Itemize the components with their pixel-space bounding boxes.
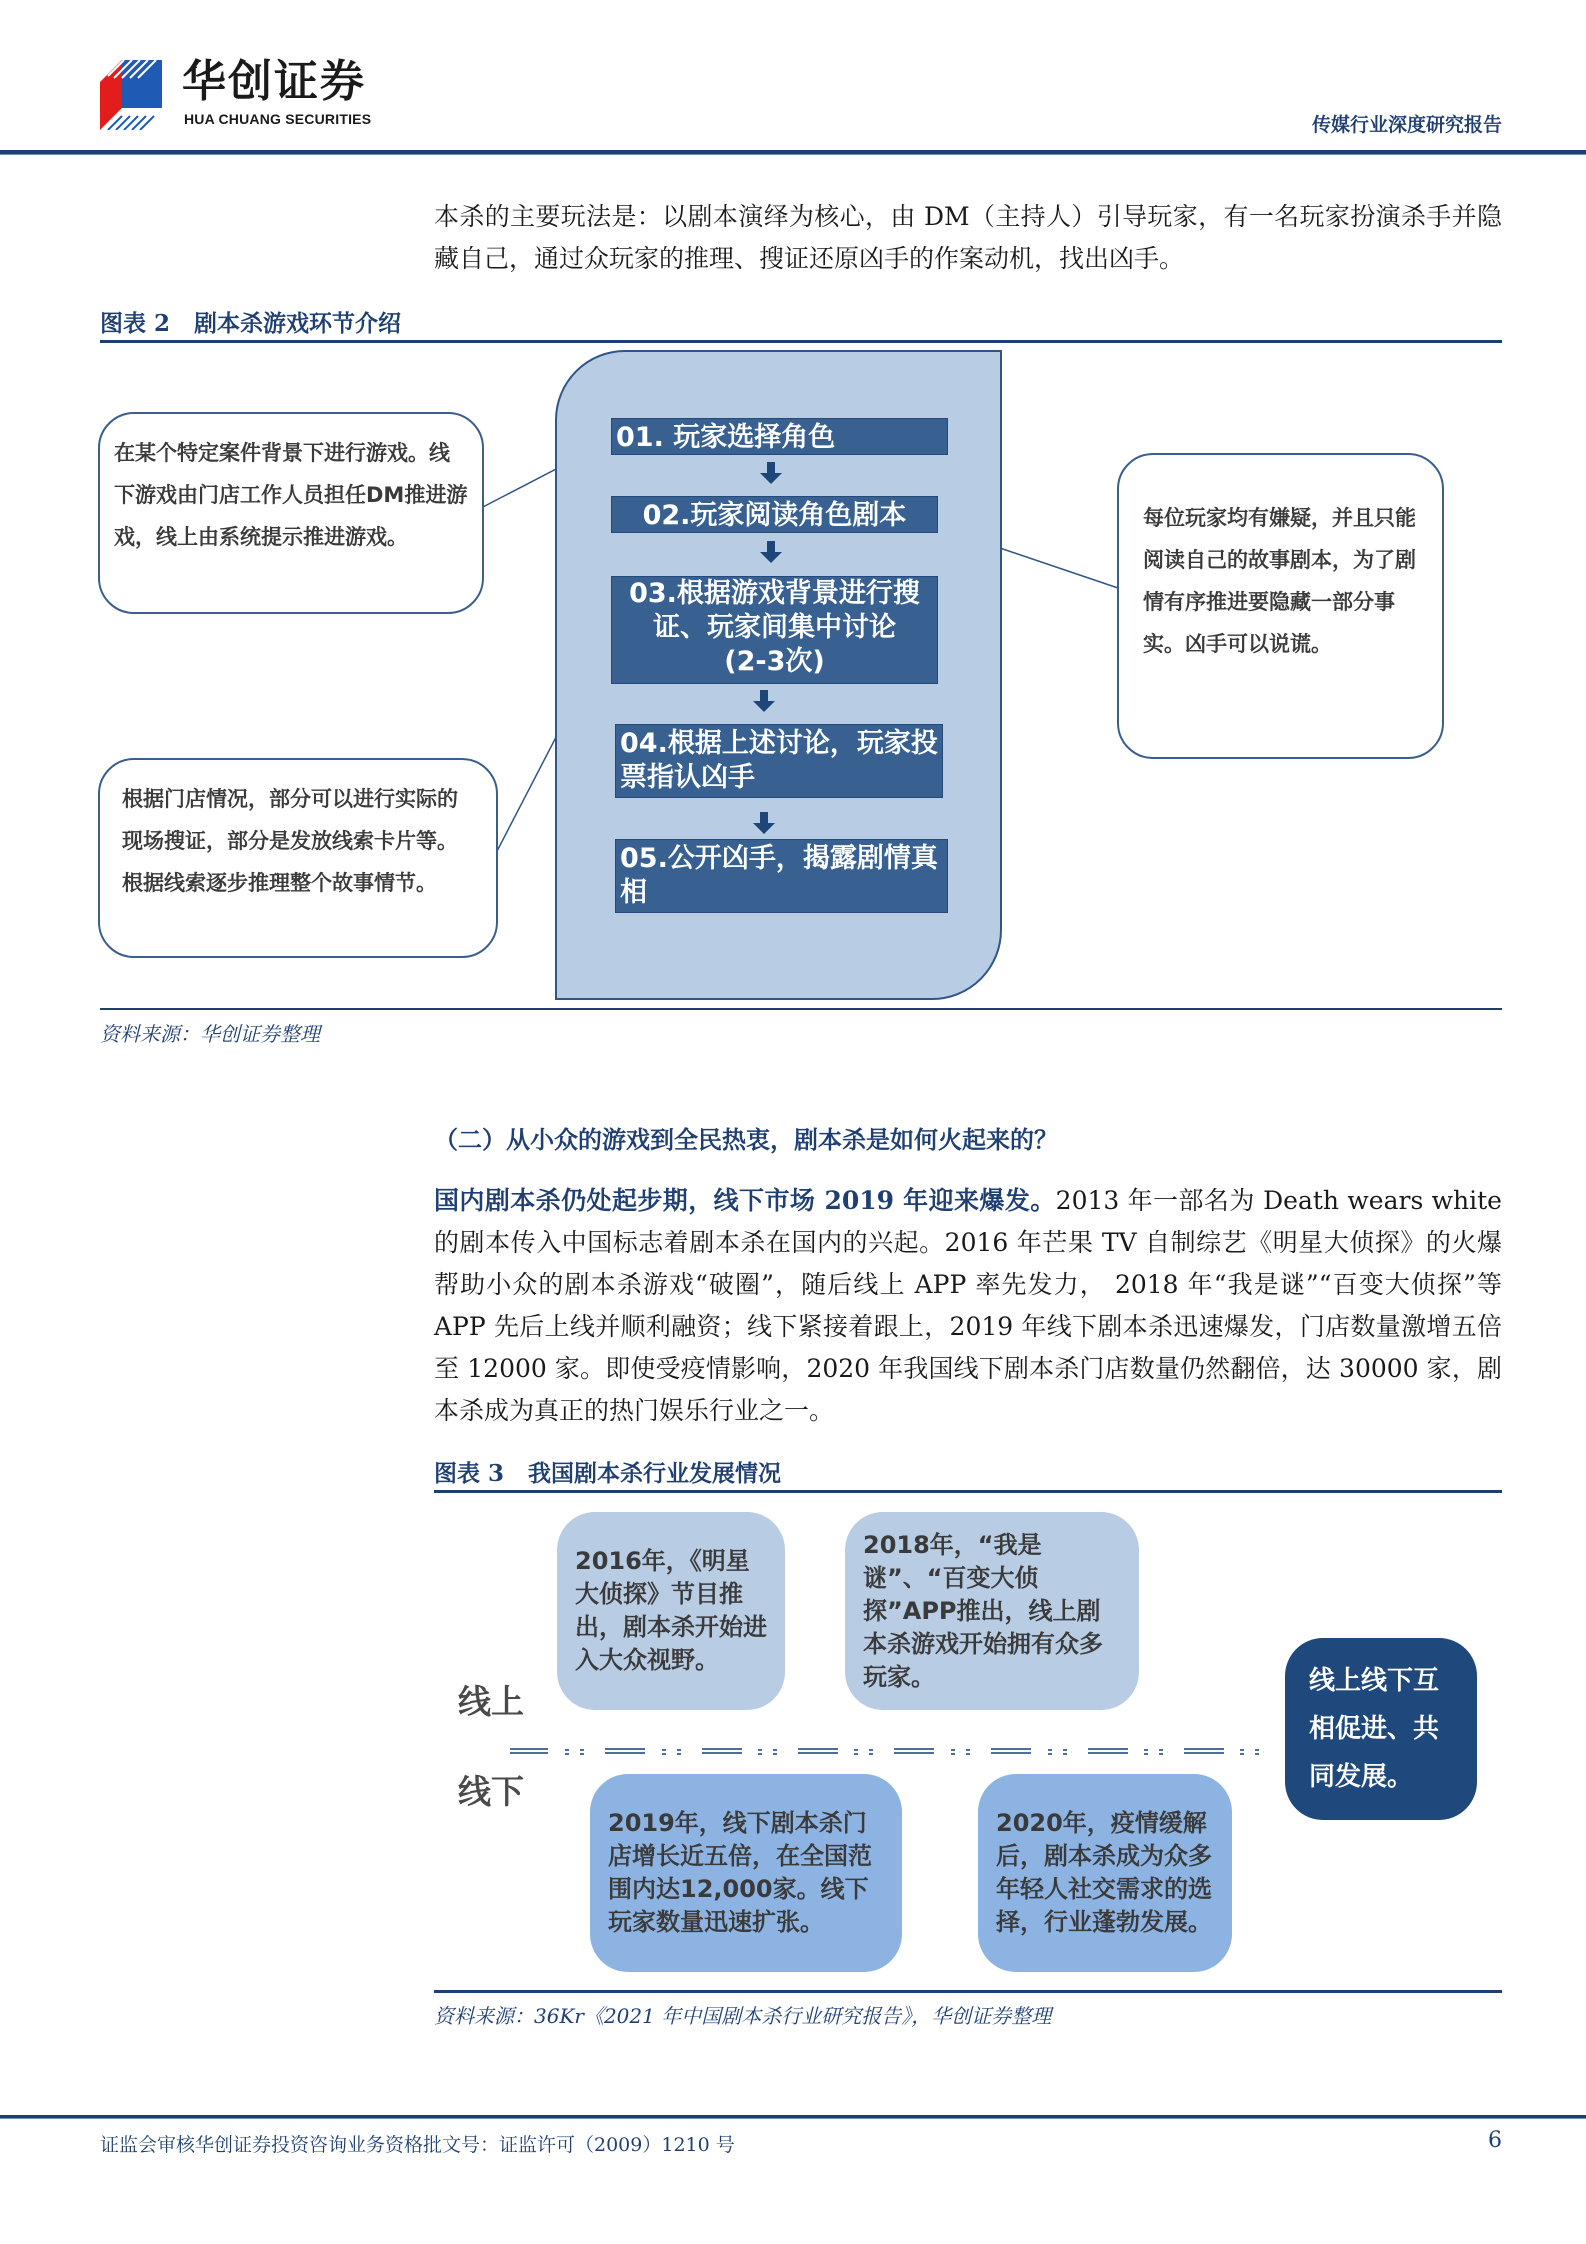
report-type: 传媒行业深度研究报告 (1311, 114, 1502, 136)
step-4: 04.根据上述讨论，玩家投票指认凶手 (615, 724, 943, 798)
license-text: 证监会审核华创证券投资咨询业务资格批文号：证监许可（2009）1210 号 (100, 2134, 735, 2156)
step-2: 02.玩家阅读角色剧本 (611, 496, 938, 533)
card-2016: 2016年，《明星大侦探》节目推出，剧本杀开始进入大众视野。 (557, 1512, 785, 1710)
step-1: 01. 玩家选择角色 (611, 418, 948, 455)
summary-card: 线上线下互相促进、共同发展。 (1285, 1638, 1477, 1820)
figure3-top-rule (434, 1490, 1502, 1493)
figure3-caption: 我国剧本杀行业发展情况 (528, 1460, 782, 1487)
step-3 (611, 576, 938, 684)
figure2-caption: 剧本杀游戏环节介绍 (194, 310, 402, 337)
footer-divider (0, 2115, 1586, 2119)
figure2-bottom-rule (100, 1008, 1502, 1010)
online-label: 线上 (458, 1682, 524, 1721)
figure2-source: 资料来源：华创证券整理 (100, 1022, 320, 1046)
paragraph-lead: 国内剧本杀仍处起步期，线下市场 2019 年迎来爆发。 (434, 1186, 1056, 1215)
offline-label: 线下 (458, 1772, 524, 1811)
logo-text-en: HUA CHUANG SECURITIES (184, 111, 372, 127)
figure3-title (434, 1455, 781, 1488)
section-title: （二）从小众的游戏到全民热衷，剧本杀是如何火起来的？ (434, 1125, 1058, 1154)
card-2018: 2018年，“我是谜”、“百变大侦探”APP推出，线上剧本杀游戏开始拥有众多玩家。 (845, 1512, 1139, 1710)
logo-text-cn: 华创证券 (182, 56, 366, 107)
step-3-line-1: 03.根据游戏背景进行搜 (629, 578, 920, 609)
step-3-line-2: 证、玩家间集中讨论 (653, 612, 896, 643)
paragraph-body: 2013 年一部名为 Death wears white 的剧本传入中国标志着剧本杀在国内的兴起。2016 年芒果 TV 自制综艺《明星大侦探》的火爆帮助小众的剧本杀游戏“破圈”，随后线上 APP 率先发力， 2018 年“我是谜”“百变大侦探”等 APP 先后上线并顺利融资；线下紧接着跟上，2019 年线下剧本杀迅速爆发，门店数量激增五倍至 12000 家。即使受疫情影响，2020 年我国线下剧本杀门店数量仍然翻倍，达 30000 家，剧本杀成为真正的热门娱乐行业之一。 (434, 1186, 1502, 1425)
figure3-bottom-rule (434, 1990, 1502, 1993)
figure3-label: 图表 3 (434, 1460, 505, 1487)
intro-paragraph: 本杀的主要玩法是：以剧本演绎为核心，由 DM（主持人）引导玩家，有一名玩家扮演杀手并隐藏自己，通过众玩家的推理、搜证还原凶手的作案动机，找出凶手。 (434, 202, 1502, 273)
card-2019: 2019年，线下剧本杀门店增长近五倍，在全国范围内达12,000家。线下玩家数量迅速扩张。 (590, 1774, 902, 1972)
section-paragraph (434, 1180, 1502, 1432)
note-right: 每位玩家均有嫌疑，并且只能阅读自己的故事剧本，为了剧情有序推进要隐藏一部分事实。凶手可以说谎。 (1117, 453, 1444, 759)
note-left-top: 在某个特定案件背景下进行游戏。线下游戏由门店工作人员担任DM推进游戏，线上由系统提示推进游戏。 (98, 412, 484, 614)
note-left-bottom: 根据门店情况，部分可以进行实际的现场搜证，部分是发放线索卡片等。根据线索逐步推理整个故事情节。 (98, 758, 498, 958)
card-2020: 2020年，疫情缓解后，剧本杀成为众多年轻人社交需求的选择，行业蓬勃发展。 (978, 1774, 1232, 1972)
figure2-label: 图表 2 (100, 310, 171, 337)
page-number: 6 (1488, 2128, 1502, 2153)
figure3-source: 资料来源：36Kr《2021 年中国剧本杀行业研究报告》，华创证券整理 (434, 2004, 1052, 2028)
step-5: 05.公开凶手，揭露剧情真相 (615, 839, 948, 913)
timeline-divider (510, 1748, 1290, 1756)
step-3-line-3: (2-3次) (724, 646, 825, 677)
